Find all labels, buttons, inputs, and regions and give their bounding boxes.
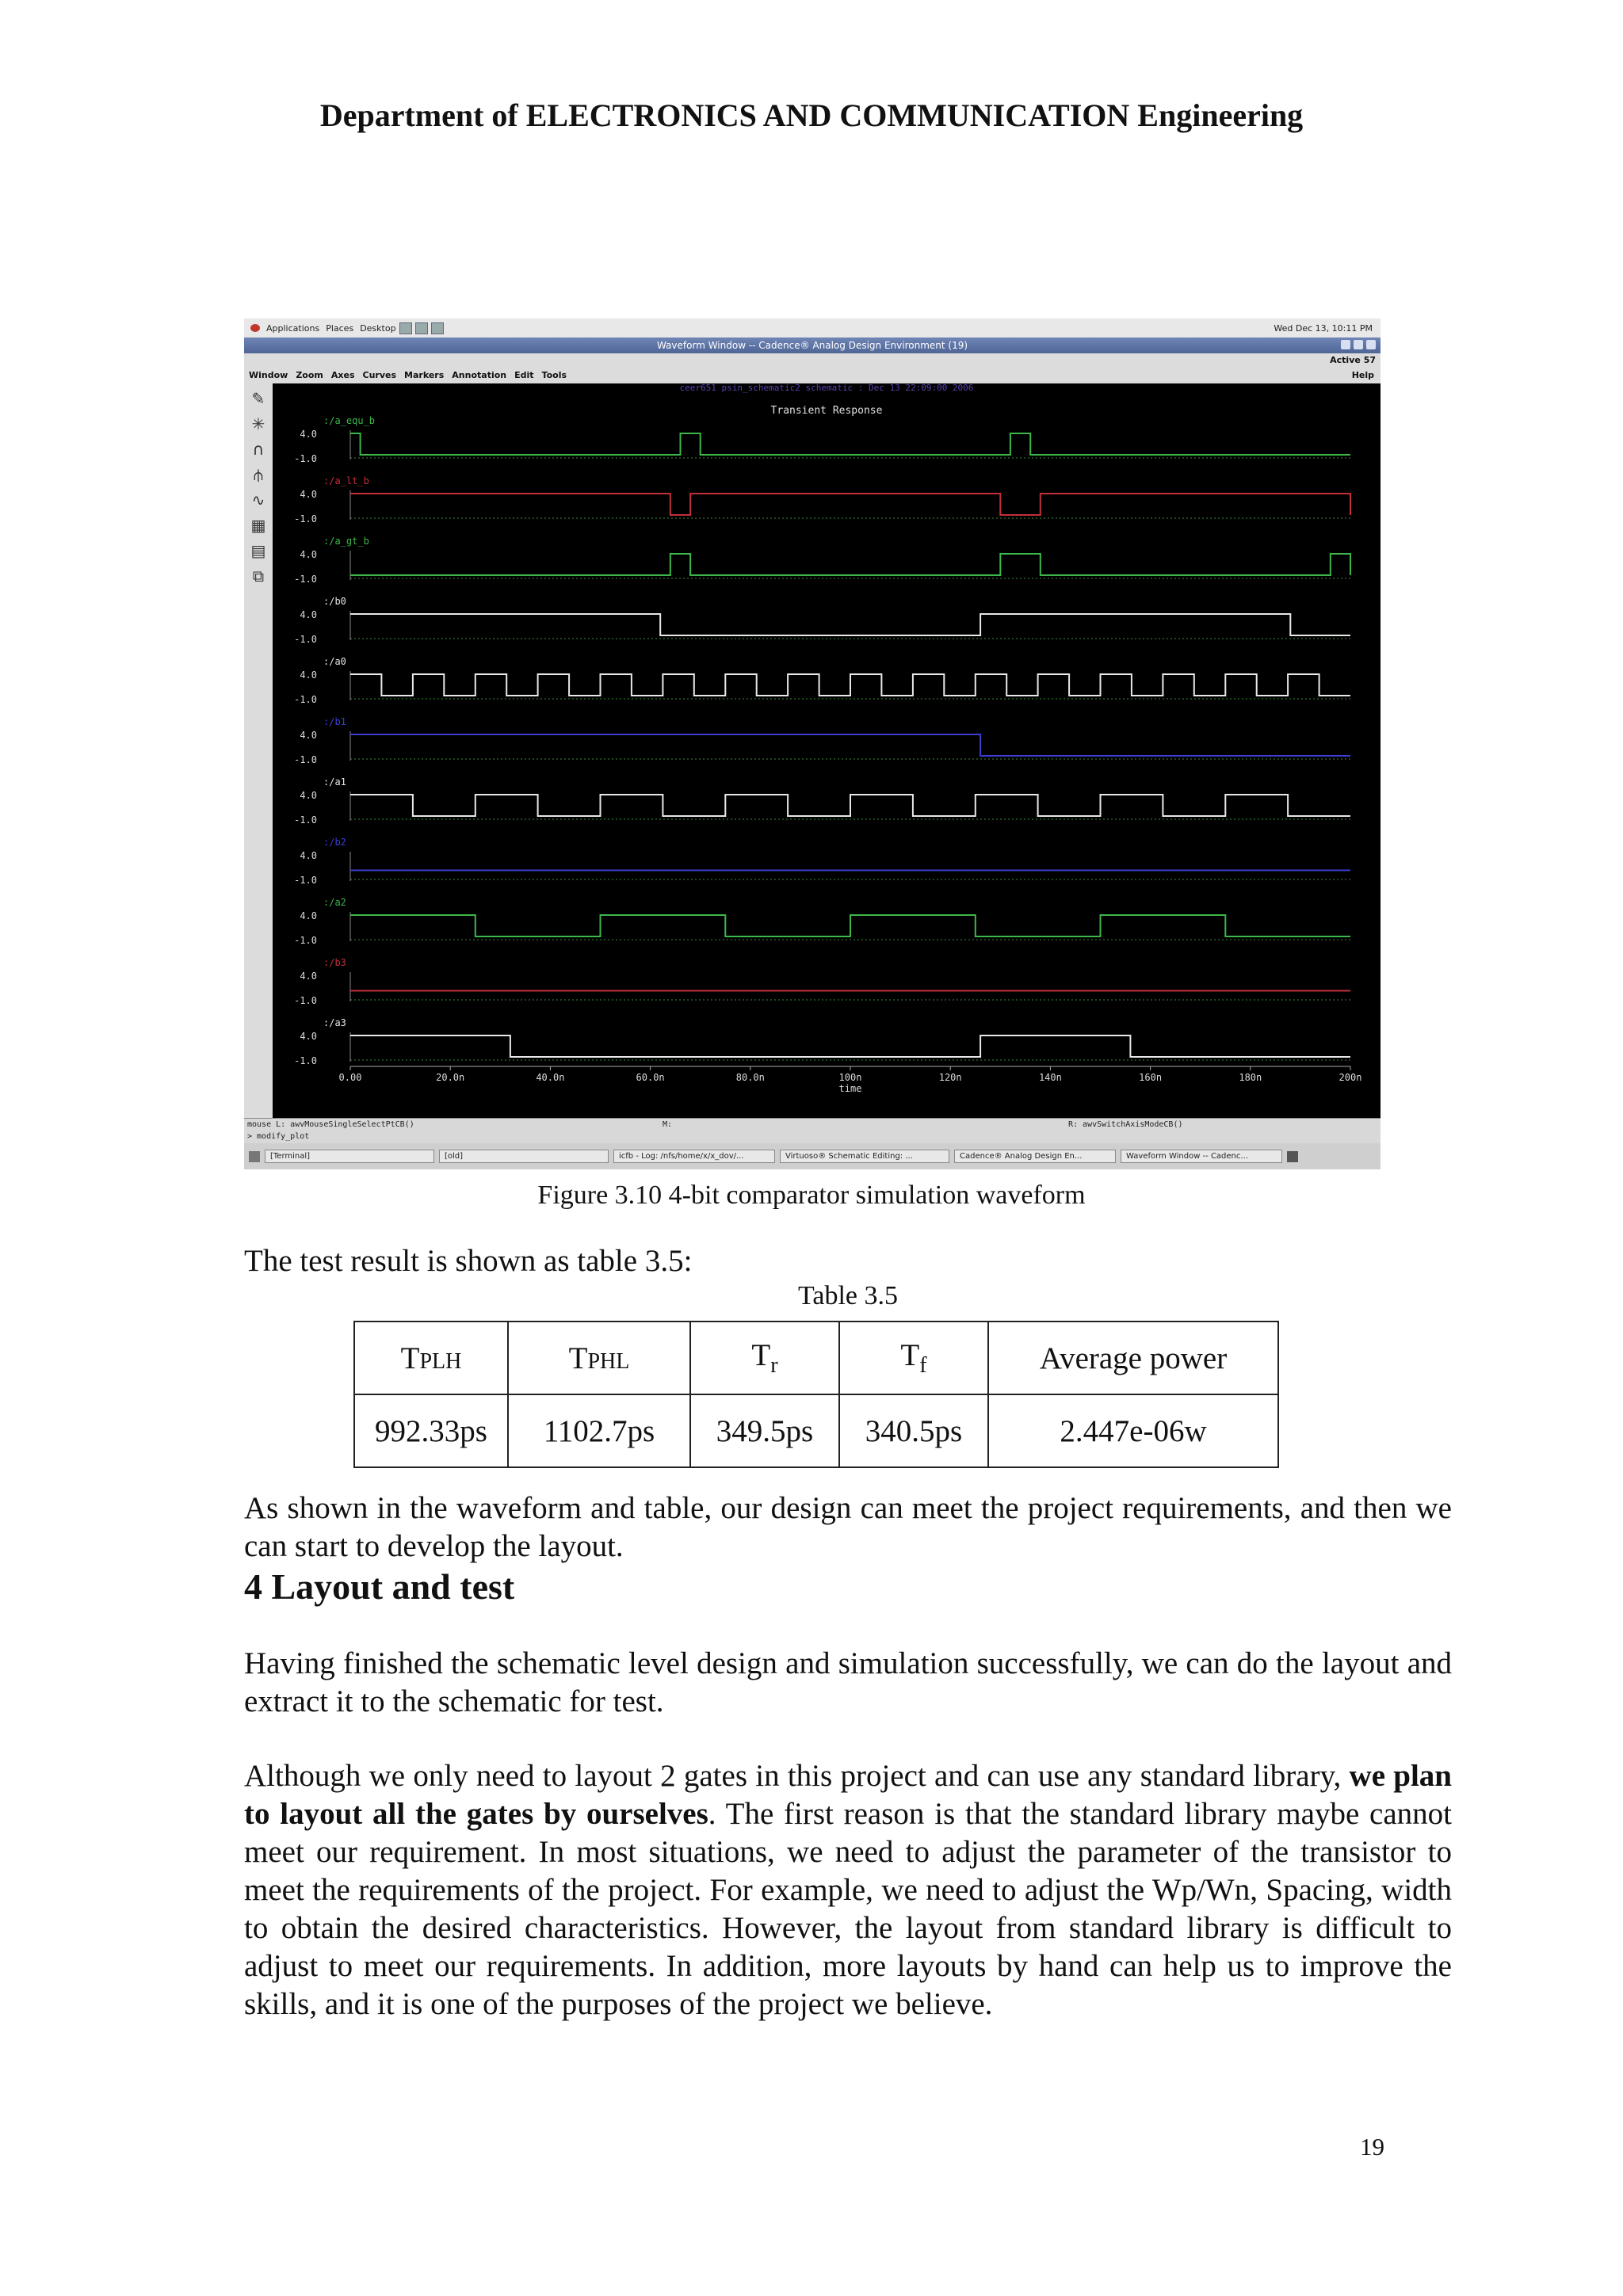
waveform-plot — [273, 383, 1381, 1118]
y-tick-bottom: -1.0 — [294, 754, 317, 765]
header-main: Average power — [1039, 1341, 1228, 1375]
table-caption: Table 3.5 — [797, 1281, 899, 1310]
header-sub: PHL — [587, 1348, 630, 1374]
menu-window[interactable]: Window — [249, 370, 288, 380]
minimize-icon[interactable] — [1341, 340, 1350, 349]
waveform-a2 — [350, 915, 1350, 936]
signal-label-a2: :/a2 — [323, 897, 346, 908]
header-main: T — [568, 1341, 588, 1375]
waveform-a-equ-b — [350, 433, 1350, 455]
status-mouse-right: R: awvSwitchAxisModeCB() — [1068, 1120, 1183, 1129]
header-sub: PLH — [419, 1348, 462, 1374]
paragraph-3-pre: Although we only need to layout 2 gates in this project and can use any standard library, — [244, 1759, 1350, 1793]
places-menu[interactable]: Places — [326, 322, 354, 334]
export-icon[interactable]: ⧉ — [252, 566, 265, 585]
paragraph-2: Having finished the schematic level design and simulation successfully, we can do the layout and extract it to the schematic for test. — [244, 1646, 1452, 1718]
launcher-icon[interactable] — [431, 322, 444, 334]
y-tick-bottom: -1.0 — [294, 814, 317, 826]
page-header: Department of ELECTRONICS AND COMMUNICATION Engineering — [319, 97, 1304, 133]
curve-icon[interactable]: ∩ — [252, 440, 265, 459]
value-average-power: 2.447e-06w — [988, 1394, 1278, 1467]
header-main: T — [400, 1341, 420, 1375]
y-tick-top: 4.0 — [300, 549, 317, 560]
header-sub: r — [770, 1352, 778, 1378]
x-tick-label: 180n — [1239, 1072, 1262, 1083]
status-mouse-left: mouse L: awvMouseSingleSelectPtCB() — [247, 1120, 414, 1129]
launcher-icon[interactable] — [415, 322, 428, 334]
signal-label-a0: :/a0 — [323, 656, 346, 667]
split-icon[interactable]: ⫛ — [254, 465, 263, 484]
waveform-a-lt-b — [350, 494, 1350, 515]
value-tr: 349.5ps — [690, 1394, 839, 1467]
active-indicator — [1330, 355, 1376, 365]
crosshair-icon[interactable]: ✳ — [251, 414, 265, 433]
y-tick-bottom: -1.0 — [294, 513, 317, 524]
menu-axes[interactable]: Axes — [330, 370, 355, 380]
x-tick-label: 60.0n — [636, 1072, 665, 1083]
active-label: Active — [1330, 355, 1361, 365]
menu-markers[interactable]: Markers — [404, 370, 445, 380]
waveform-canvas — [273, 383, 1381, 1118]
y-tick-bottom: -1.0 — [294, 574, 317, 585]
x-tick-label: 20.0n — [436, 1072, 465, 1083]
strip-icon[interactable]: ∿ — [251, 490, 265, 509]
signal-label-a-gt-b: :/a_gt_b — [323, 536, 369, 547]
status-mouse-middle: M: — [663, 1120, 673, 1129]
waveform-a3 — [350, 1035, 1350, 1057]
y-tick-bottom: -1.0 — [294, 1055, 317, 1066]
window-titlebar — [244, 338, 1381, 353]
show-desktop-icon[interactable] — [249, 1151, 260, 1162]
y-tick-bottom: -1.0 — [294, 694, 317, 705]
paragraph-3-post: . The first reason is that the standard library maybe cannot meet our requirement. In most situations, we need to adjust the parameter of the transistor to meet the requirements of the project. For example, we need to adjust the Wp/Wn, Spacing, width to obtain the desired characteristics. However, the layout from standard library is difficult to adjust to meet our requirements. In addition, more layouts by hand can help us to improve the skills, and it is one of the purposes of the project we believe. — [244, 1797, 1452, 2021]
y-tick-bottom: -1.0 — [294, 875, 317, 886]
signal-label-a-equ-b: :/a_equ_b — [323, 415, 376, 426]
task-schematic-editing[interactable]: Virtuoso® Schematic Editing: ... — [780, 1150, 949, 1163]
plot-subtitle: ceer651 psin_schematic2 schematic : Dec 13 22:09:00 2006 — [679, 383, 974, 393]
y-tick-bottom: -1.0 — [294, 935, 317, 946]
active-value: 57 — [1363, 355, 1376, 365]
window-controls — [1341, 340, 1376, 349]
table-row — [354, 1394, 1278, 1467]
header-tphl — [508, 1322, 690, 1394]
results-table — [353, 1321, 1279, 1468]
value-tplh: 992.33ps — [354, 1394, 508, 1467]
x-tick-label: 100n — [838, 1072, 862, 1083]
panel-clock[interactable]: Wed Dec 13, 10:11 PM — [1274, 322, 1373, 334]
page-number: 19 — [1360, 2133, 1384, 2161]
waveform-screenshot — [244, 318, 1381, 1169]
signal-label-b3: :/b3 — [323, 957, 346, 968]
y-tick-top: 4.0 — [300, 489, 317, 500]
x-tick-label: 0.00 — [338, 1072, 362, 1083]
x-tick-label: 120n — [938, 1072, 962, 1083]
calculator-icon[interactable]: ▦ — [250, 516, 266, 535]
figure-caption: Figure 3.10 4-bit comparator simulation waveform — [537, 1180, 1086, 1210]
signal-label-b2: :/b2 — [323, 837, 346, 848]
y-tick-top: 4.0 — [300, 790, 317, 801]
menu-annotation[interactable]: Annotation — [452, 370, 507, 380]
y-tick-top: 4.0 — [300, 609, 317, 620]
header-tf — [839, 1322, 988, 1394]
x-tick-label: 80.0n — [735, 1072, 765, 1083]
y-tick-top: 4.0 — [300, 429, 317, 440]
table-icon[interactable]: ▤ — [250, 541, 266, 560]
header-sub: f — [919, 1352, 927, 1378]
workspace-icon[interactable] — [1287, 1151, 1298, 1162]
status-bar — [244, 1118, 1381, 1144]
applications-icon — [250, 324, 260, 332]
paragraph-3-bold: we plan to layout all the gates by ourselves — [244, 1759, 1452, 1831]
waveform-a0 — [350, 674, 1350, 696]
y-tick-top: 4.0 — [300, 1031, 317, 1042]
header-main: T — [751, 1338, 771, 1373]
header-tr — [690, 1322, 839, 1394]
signal-label-a-lt-b: :/a_lt_b — [323, 475, 369, 486]
x-axis-label: time — [838, 1083, 862, 1094]
x-tick-label: 160n — [1139, 1072, 1163, 1083]
close-icon[interactable] — [1366, 340, 1376, 349]
maximize-icon[interactable] — [1354, 340, 1363, 349]
menu-curves[interactable]: Curves — [362, 370, 397, 380]
task-analog-design[interactable]: Cadence® Analog Design En... — [954, 1150, 1116, 1163]
tool-strip — [244, 383, 273, 1118]
waveform-a-gt-b — [350, 554, 1350, 575]
y-tick-top: 4.0 — [300, 910, 317, 921]
section-heading: 4 Layout and test — [244, 1566, 515, 1607]
applications-menu[interactable]: Applications — [266, 322, 320, 334]
task-waveform-window[interactable]: Waveform Window -- Cadenc... — [1121, 1150, 1282, 1163]
x-tick-label: 200n — [1338, 1072, 1362, 1083]
paragraph-3 — [244, 1757, 1452, 2023]
signal-label-a3: :/a3 — [323, 1017, 346, 1028]
header-tplh — [354, 1322, 508, 1394]
value-tf: 340.5ps — [839, 1394, 988, 1467]
active-window-row — [244, 353, 1381, 368]
launcher-icon[interactable] — [399, 322, 412, 334]
value-tphl: 1102.7ps — [508, 1394, 690, 1467]
x-tick-label: 140n — [1038, 1072, 1062, 1083]
x-tick-label: 40.0n — [536, 1072, 565, 1083]
menu-zoom[interactable]: Zoom — [296, 370, 323, 380]
menu-tools[interactable]: Tools — [541, 370, 567, 380]
plot-title: Transient Response — [770, 405, 883, 417]
y-tick-top: 4.0 — [300, 669, 317, 681]
y-tick-bottom: -1.0 — [294, 634, 317, 645]
status-command: > modify_plot — [247, 1132, 310, 1141]
signal-label-b1: :/b1 — [323, 716, 346, 727]
signal-label-b0: :/b0 — [323, 596, 346, 607]
y-tick-top: 4.0 — [300, 730, 317, 741]
header-main: T — [900, 1338, 920, 1373]
intro-text: The test result is shown as table 3.5: — [244, 1244, 693, 1278]
waveform-a1 — [350, 795, 1350, 816]
taskbar — [244, 1143, 1381, 1169]
paragraph-1: As shown in the waveform and table, our design can meet the project requirements, and then we can start to develop the layout. — [244, 1491, 1452, 1563]
waveform-b1 — [350, 734, 1350, 756]
window-title: Waveform Window -- Cadence® Analog Design Environment (19) — [656, 340, 968, 351]
menu-edit[interactable]: Edit — [514, 370, 534, 380]
task-old[interactable]: [old] — [439, 1150, 609, 1163]
desktop-menu[interactable]: Desktop — [360, 322, 396, 334]
task-terminal[interactable]: [Terminal] — [265, 1150, 434, 1163]
signal-label-a1: :/a1 — [323, 776, 346, 788]
pen-icon[interactable]: ✎ — [251, 389, 265, 408]
menu-help[interactable]: Help — [1351, 370, 1374, 380]
menu-bar — [244, 368, 1381, 384]
task-icfb-log[interactable]: icfb - Log: /nfs/home/x/x_dov/... — [613, 1150, 775, 1163]
gnome-top-panel — [244, 318, 1381, 338]
waveform-b0 — [350, 614, 1350, 635]
y-tick-top: 4.0 — [300, 971, 317, 982]
header-average-power — [988, 1322, 1278, 1394]
y-tick-bottom: -1.0 — [294, 453, 317, 464]
y-tick-top: 4.0 — [300, 850, 317, 861]
y-tick-bottom: -1.0 — [294, 995, 317, 1006]
table-header-row — [354, 1322, 1278, 1394]
